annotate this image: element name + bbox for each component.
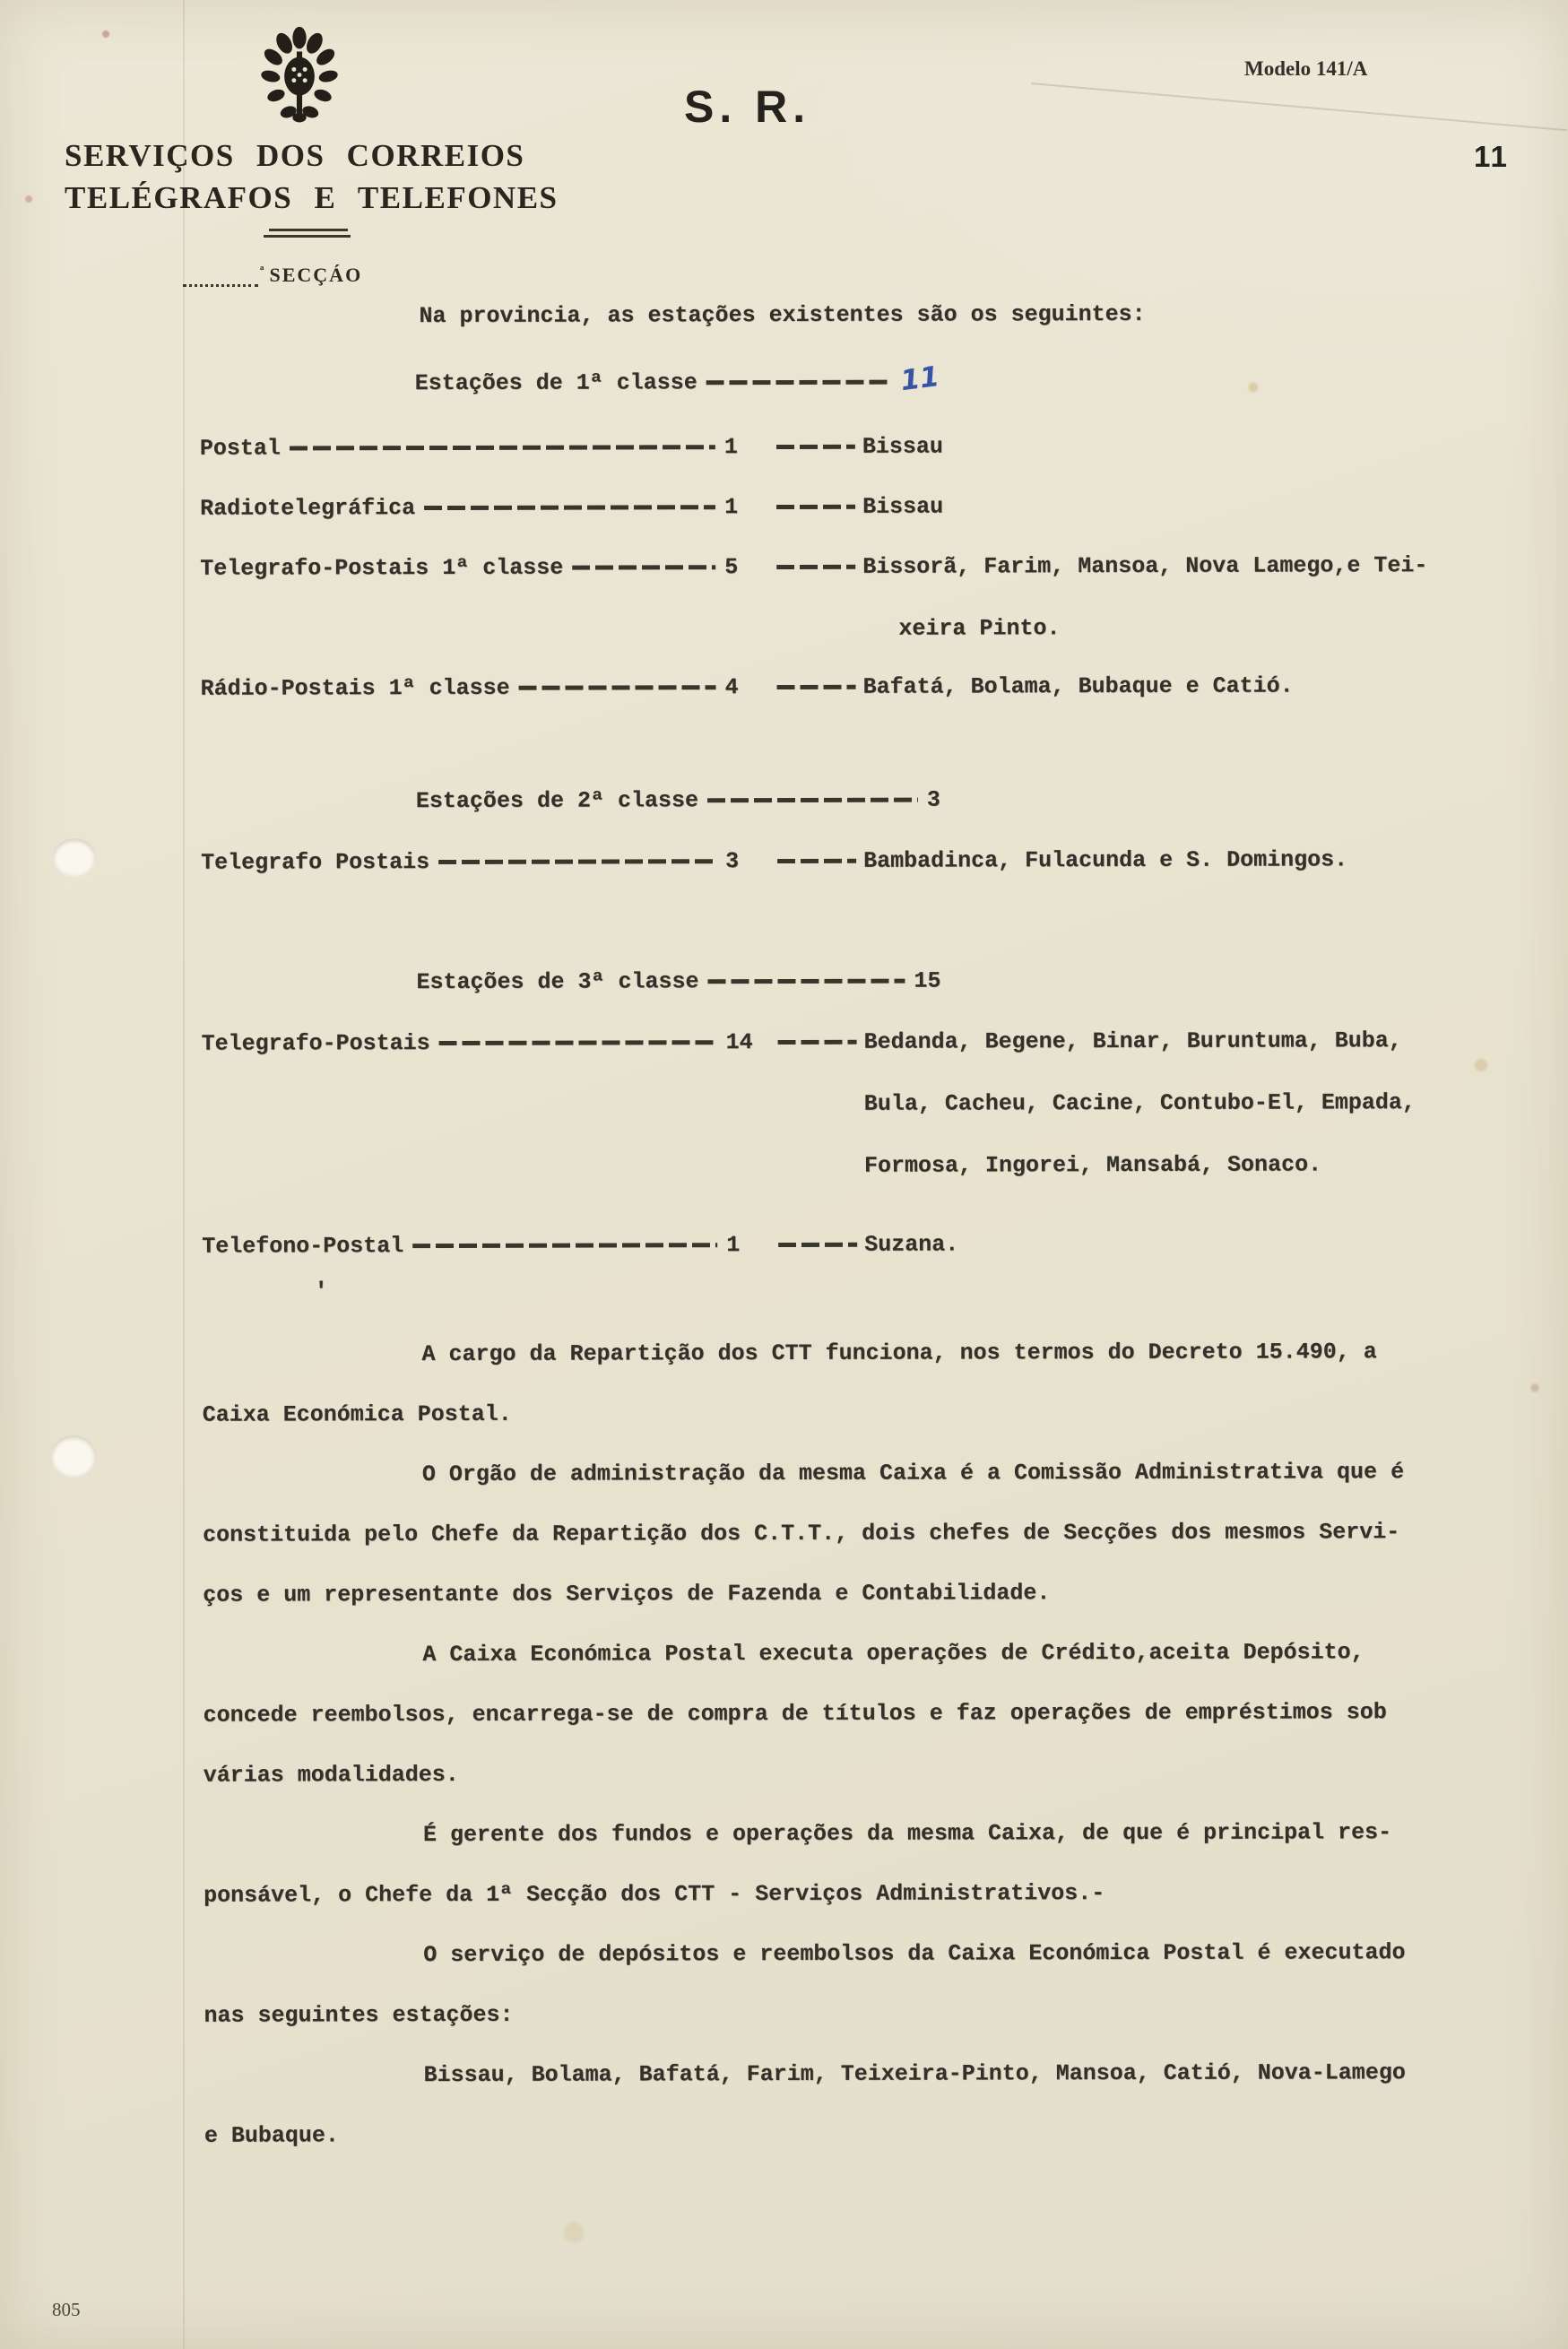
paragraph-gerente: É gerente dos fundos e operações da mesma Caixa, de que é principal res- ponsável, o Chefe da 1ª Secção dos CTT - Serviços Administrativos.- [204,1819,1392,1909]
class3-count: 15 [914,967,941,994]
station-row-postal [200,430,1477,464]
dash-leader [778,1040,857,1044]
row-stations: Bissau [862,433,943,460]
class2-count: 3 [926,786,940,813]
row-stations-line: Formosa, Ingorei, Mansabá, Sonaco. [863,1151,1322,1179]
row-count: 1 [726,1232,741,1259]
form-model-label: Modelo 141/A [1244,57,1368,80]
paragraph-servico-depositos: O serviço de depósitos e reembolsos da Caixa Económica Postal é executado nas seguintes estações: [204,1939,1406,2029]
row-count: 1 [724,494,739,521]
paragraph-orgao-administracao: O Orgão de administração da mesma Caixa é a Comissão Administrativa que é constituida pelo Chefe da Repartição dos C.T.T., dois chefes de Secções dos mesmos Servi- ços e um representante dos Serviços de Fazenda e Contabilidade. [203,1459,1405,1608]
dash-leader [777,859,856,863]
row-count: 5 [724,554,739,581]
row-count: 4 [724,674,739,701]
paragraph-lista-estacoes: Bissau, Bolama, Bafatá, Farim, Teixeira-Pinto, Mansoa, Catió, Nova-Lamego e Bubaque. [204,2059,1406,2149]
station-row-radio-postais-1a [201,671,1477,704]
class2-heading-row [416,785,940,817]
dash-leader [412,1243,717,1248]
dash-leader [776,445,855,449]
row-stations-line: xeira Pinto. [898,615,1061,642]
dash-leader [778,1243,857,1247]
row-stations: Bafatá, Bolama, Bubaque e Catió. [862,672,1294,700]
sr-heading: S. R. [684,82,811,132]
station-row-telegrafo-postais-1a [200,550,1477,678]
row-label: Postal [199,435,281,462]
letterhead-line2: TELÉGRAFOS E TELEFONES [65,180,559,215]
station-row-telegrafo-postais-2a [201,845,1477,878]
class1-count-handwritten: 11 [898,360,941,398]
class3-heading-row [416,966,940,998]
dash-leader [572,565,715,569]
dash-leader [777,685,856,689]
page-number: 11 [1474,140,1509,173]
dash-leader [707,798,918,803]
class1-heading: Estações de 1ª classe [414,369,697,397]
station-row-radiotelegrafica [200,490,1477,524]
row-stations-line: Bula, Cacheu, Cacine, Contubo-El, Empada, [863,1089,1416,1117]
dash-leader [424,505,715,510]
row-stations-line: Bissorã, Farim, Mansoa, Nova Lamego,e Tei- [862,552,1428,580]
stray-ink-mark: ' [314,1278,328,1305]
row-label: Telegrafo-Postais 1ª classe [200,554,564,582]
row-label: Telefono-Postal [202,1233,404,1260]
dash-leader [776,565,855,569]
class2-heading: Estações de 2ª classe [415,787,699,815]
intro-paragraph: Na provincia, as estações existentes são os seguintes: [419,300,1146,330]
row-label: Rádio-Postais 1ª classe [200,674,510,702]
dash-leader [776,505,855,509]
dash-leader [519,685,716,690]
row-label: Telegrafo Postais [201,849,430,876]
paragraph-operacoes: A Caixa Económica Postal executa operações de Crédito,aceita Depósito, concede reembolsos, encarrega-se de compra de títulos e faz operações de empréstimos sob várias modalidades. [203,1639,1387,1789]
row-label: Telegrafo-Postais [201,1030,430,1057]
dash-leader [290,445,715,450]
row-label: Radiotelegráfica [200,495,416,522]
row-stations-line: Bedanda, Begene, Binar, Buruntuma, Buba, [863,1027,1402,1055]
row-count: 1 [723,434,738,461]
row-stations: Bambadinca, Fulacunda e S. Domingos. [863,846,1348,874]
letterhead-line1: SERVIÇOS DOS CORREIOS [65,138,525,173]
section-ordinal: ª [260,264,264,279]
row-stations: Suzana. [864,1231,959,1258]
dash-leader [707,979,905,984]
row-stations: Bissau [862,493,944,520]
sheet-number: 805 [52,2299,81,2320]
section-label: SECÇÁO [269,264,363,286]
station-row-telegrafo-postais-3a [202,1026,1479,1215]
row-count: 3 [725,848,740,875]
row-count: 14 [725,1029,753,1056]
class1-heading-row [414,360,941,399]
dash-leader [706,380,892,386]
class3-heading: Estações de 3ª classe [416,968,699,996]
dash-leader [439,1040,717,1045]
dash-leader [438,859,716,864]
station-row-telefono-postal [202,1228,1478,1261]
paragraph-caixa-economica: A cargo da Repartição dos CTT funciona, nos termos do Decreto 15.490, a Caixa Económica Postal. [202,1339,1377,1428]
